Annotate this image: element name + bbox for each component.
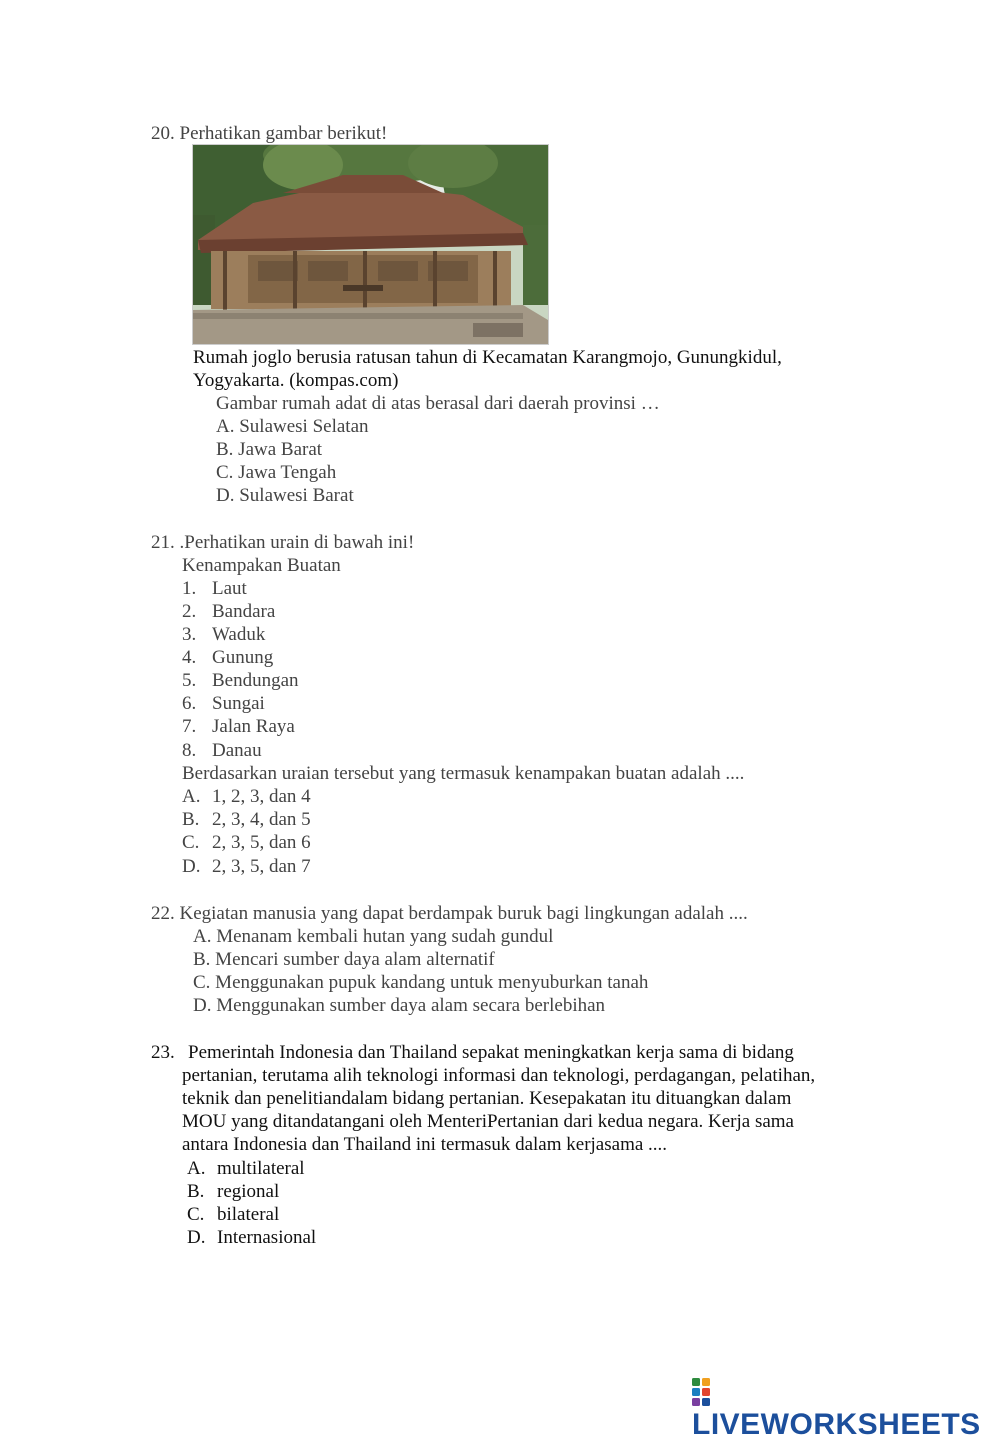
q22-option-c: C. Menggunakan pupuk kandang untuk menyuburkan tanah	[193, 972, 649, 993]
q23-option-a: A. multilateral	[187, 1158, 305, 1179]
q23-text-line2: pertanian, terutama alih teknologi informasi dan teknologi, perdagangan, pelatihan,	[182, 1065, 816, 1086]
joglo-house-illustration	[193, 145, 548, 344]
q21-option-a: A. 1, 2, 3, dan 4	[182, 786, 311, 807]
q23-option-c: C. bilateral	[187, 1204, 280, 1225]
liveworksheets-brand-text: LIVEWORKSHEETS	[692, 1408, 981, 1441]
q20-title: 20. Perhatikan gambar berikut!	[151, 123, 388, 144]
q23-text-line1: Pemerintah Indonesia dan Thailand sepakat meningkatkan kerja sama di bidang	[188, 1042, 794, 1063]
q21-list-item: 2. Bandara	[182, 601, 276, 622]
q21-list-item: 5. Bendungan	[182, 670, 299, 691]
q20-question: Gambar rumah adat di atas berasal dari daerah provinsi …	[216, 393, 660, 414]
q23-number: 23.	[151, 1042, 175, 1063]
q21-option-d: D. 2, 3, 5, dan 7	[182, 856, 311, 877]
q20-option-a: A. Sulawesi Selatan	[216, 416, 369, 437]
q20-option-c: C. Jawa Tengah	[216, 462, 337, 483]
q22-option-b: B. Mencari sumber daya alam alternatif	[193, 949, 495, 970]
q22-title: 22. Kegiatan manusia yang dapat berdampak buruk bagi lingkungan adalah ....	[151, 903, 748, 924]
joglo-house-photo	[192, 144, 549, 345]
liveworksheets-logo-icon	[692, 1378, 712, 1406]
q20-caption-line2: Yogyakarta. (kompas.com)	[193, 370, 399, 391]
q21-list-item: 7. Jalan Raya	[182, 716, 295, 737]
q23-text-line3: teknik dan penelitiandalam bidang pertanian. Kesepakatan itu dituangkan dalam	[182, 1088, 792, 1109]
q20-caption-line1: Rumah joglo berusia ratusan tahun di Kecamatan Karangmojo, Gunungkidul,	[193, 347, 782, 368]
q21-question: Berdasarkan uraian tersebut yang termasuk kenampakan buatan adalah ....	[182, 763, 745, 784]
q21-option-c: C. 2, 3, 5, dan 6	[182, 832, 311, 853]
q23-text-line5: antara Indonesia dan Thailand ini termasuk dalam kerjasama ....	[182, 1134, 668, 1155]
q21-list-item: 4. Gunung	[182, 647, 274, 668]
q20-option-b: B. Jawa Barat	[216, 439, 323, 460]
q20-option-d: D. Sulawesi Barat	[216, 485, 354, 506]
q21-list-item: 8. Danau	[182, 740, 262, 761]
q23-option-b: B. regional	[187, 1181, 280, 1202]
q22-option-d: D. Menggunakan sumber daya alam secara berlebihan	[193, 995, 606, 1016]
q21-subtitle: Kenampakan Buatan	[182, 555, 341, 576]
q22-option-a: A. Menanam kembali hutan yang sudah gundul	[193, 926, 554, 947]
q21-list-item: 3. Waduk	[182, 624, 266, 645]
q21-title: 21. .Perhatikan urain di bawah ini!	[151, 532, 415, 553]
liveworksheets-logo	[692, 1374, 1000, 1441]
q23-text-line4: MOU yang ditandatangani oleh MenteriPertanian dari kedua negara. Kerja sama	[182, 1111, 794, 1132]
q21-list-item: 6. Sungai	[182, 693, 265, 714]
q21-option-b: B. 2, 3, 4, dan 5	[182, 809, 311, 830]
q21-list-item: 1. Laut	[182, 578, 247, 599]
q23-option-d: D. Internasional	[187, 1227, 317, 1248]
